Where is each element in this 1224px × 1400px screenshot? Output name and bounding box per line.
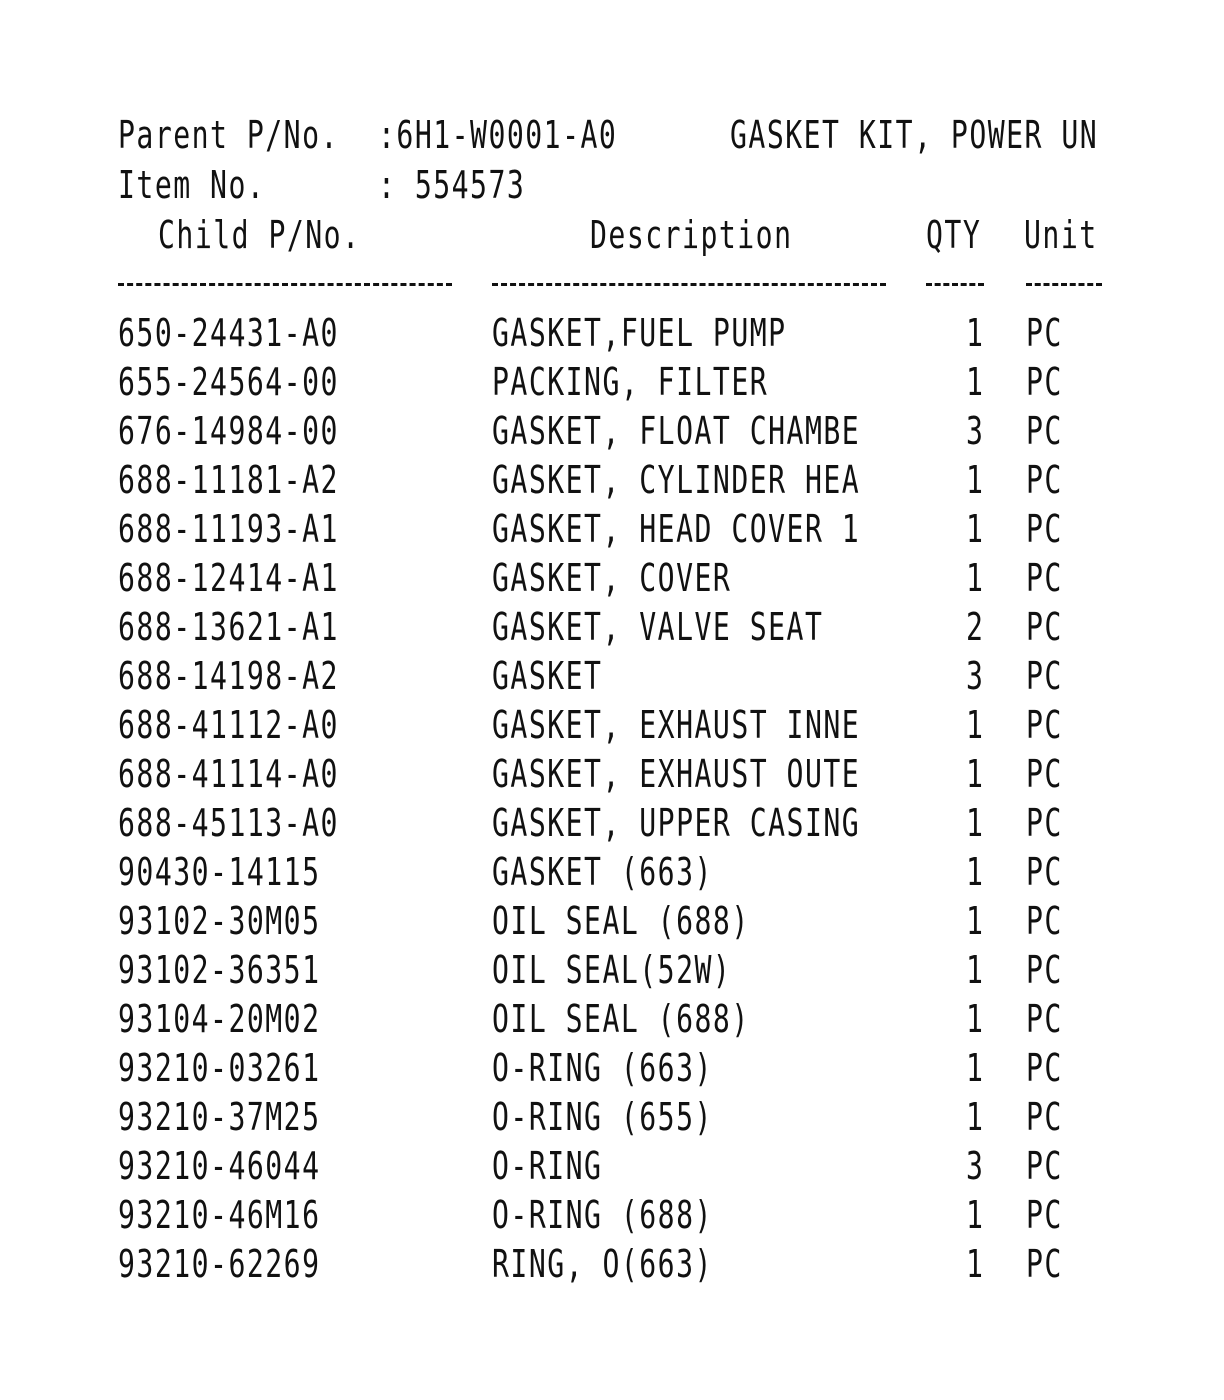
description-cell: O-RING (663) [492,1046,713,1090]
table-row [0,996,1224,1045]
table-row [0,1094,1224,1143]
child-pn-cell: 688-11193-A1 [118,507,339,551]
description-cell: OIL SEAL (688) [492,899,750,943]
unit-cell: PC [1026,1144,1063,1188]
child-pn-cell: 650-24431-A0 [118,311,339,355]
description-cell: O-RING [492,1144,603,1188]
unit-cell: PC [1026,899,1063,943]
child-pn-cell: 93210-46M16 [118,1193,321,1237]
column-header-description: Description [590,213,793,257]
child-pn-cell: 688-41112-A0 [118,703,339,747]
unit-cell: PC [1026,556,1063,600]
table-row [0,947,1224,996]
description-cell: GASKET, HEAD COVER 1 [492,507,861,551]
parent-pn-label: Parent P/No. [118,113,339,157]
table-row [0,1241,1224,1290]
description-cell: GASKET (663) [492,850,713,894]
unit-cell: PC [1026,703,1063,747]
separator-qty [926,283,984,286]
child-pn-cell: 93210-03261 [118,1046,321,1090]
child-pn-cell: 90430-14115 [118,850,321,894]
unit-cell: PC [1026,311,1063,355]
unit-cell: PC [1026,801,1063,845]
description-cell: O-RING (655) [492,1095,713,1139]
qty-cell: 1 [966,1095,985,1139]
separator-child-pn [118,283,452,286]
qty-cell: 1 [966,1242,985,1286]
qty-cell: 1 [966,360,985,404]
child-pn-cell: 93210-37M25 [118,1095,321,1139]
unit-cell: PC [1026,752,1063,796]
qty-cell: 1 [966,801,985,845]
unit-cell: PC [1026,507,1063,551]
description-cell: GASKET, COVER [492,556,732,600]
unit-cell: PC [1026,1095,1063,1139]
unit-cell: PC [1026,409,1063,453]
table-row [0,800,1224,849]
unit-cell: PC [1026,1193,1063,1237]
child-pn-cell: 688-14198-A2 [118,654,339,698]
child-pn-cell: 676-14984-00 [118,409,339,453]
table-row [0,751,1224,800]
child-pn-cell: 93102-36351 [118,948,321,992]
description-cell: GASKET, EXHAUST INNE [492,703,861,747]
qty-cell: 1 [966,752,985,796]
column-header-unit: Unit [1024,213,1098,257]
child-pn-cell: 688-12414-A1 [118,556,339,600]
description-cell: GASKET [492,654,603,698]
qty-cell: 1 [966,556,985,600]
child-pn-cell: 688-11181-A2 [118,458,339,502]
description-cell: PACKING, FILTER [492,360,769,404]
table-row [0,604,1224,653]
item-no-value: : 554573 [378,163,526,207]
child-pn-cell: 93102-30M05 [118,899,321,943]
table-row [0,849,1224,898]
unit-cell: PC [1026,1242,1063,1286]
item-no-label: Item No. [118,163,266,207]
description-cell: GASKET, VALVE SEAT [492,605,824,649]
qty-cell: 3 [966,654,985,698]
unit-cell: PC [1026,605,1063,649]
qty-cell: 1 [966,1046,985,1090]
qty-cell: 1 [966,458,985,502]
qty-cell: 1 [966,703,985,747]
description-cell: RING, O(663) [492,1242,713,1286]
child-pn-cell: 688-13621-A1 [118,605,339,649]
qty-cell: 1 [966,507,985,551]
unit-cell: PC [1026,850,1063,894]
qty-cell: 1 [966,899,985,943]
qty-cell: 1 [966,311,985,355]
table-row [0,408,1224,457]
qty-cell: 1 [966,850,985,894]
column-header-child-pn: Child P/No. [158,213,361,257]
table-row [0,653,1224,702]
description-cell: GASKET, FLOAT CHAMBE [492,409,861,453]
qty-cell: 1 [966,1193,985,1237]
child-pn-cell: 688-41114-A0 [118,752,339,796]
qty-cell: 3 [966,1144,985,1188]
table-row [0,1045,1224,1094]
child-pn-cell: 93210-62269 [118,1242,321,1286]
unit-cell: PC [1026,654,1063,698]
qty-cell: 2 [966,605,985,649]
unit-cell: PC [1026,458,1063,502]
table-row [0,1192,1224,1241]
description-cell: GASKET,FUEL PUMP [492,311,787,355]
qty-cell: 3 [966,409,985,453]
child-pn-cell: 655-24564-00 [118,360,339,404]
qty-cell: 1 [966,997,985,1041]
separator-unit [1026,283,1102,286]
description-cell: OIL SEAL(52W) [492,948,732,992]
description-cell: GASKET, UPPER CASING [492,801,861,845]
child-pn-cell: 93104-20M02 [118,997,321,1041]
child-pn-cell: 93210-46044 [118,1144,321,1188]
parent-pn-value: :6H1-W0001-A0 [378,113,618,157]
child-pn-cell: 688-45113-A0 [118,801,339,845]
table-row [0,310,1224,359]
unit-cell: PC [1026,997,1063,1041]
table-row [0,506,1224,555]
description-cell: GASKET, CYLINDER HEA [492,458,861,502]
unit-cell: PC [1026,360,1063,404]
unit-cell: PC [1026,1046,1063,1090]
column-header-qty: QTY [926,213,982,257]
parent-description: GASKET KIT, POWER UN [730,113,1099,157]
description-cell: OIL SEAL (688) [492,997,750,1041]
separator-description [492,283,886,286]
qty-cell: 1 [966,948,985,992]
table-row [0,457,1224,506]
table-row [0,898,1224,947]
table-row [0,702,1224,751]
table-row [0,555,1224,604]
unit-cell: PC [1026,948,1063,992]
description-cell: O-RING (688) [492,1193,713,1237]
table-row [0,359,1224,408]
description-cell: GASKET, EXHAUST OUTE [492,752,861,796]
table-row [0,1143,1224,1192]
